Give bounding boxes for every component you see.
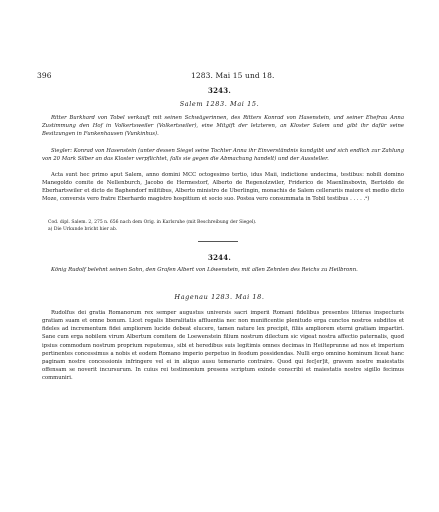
running-header — [37, 71, 403, 81]
dateline-3244: Hagenau 1283. Mai 18. — [174, 293, 265, 301]
regest-summary-3243: Ritter Burkhard von Tobel verkauft mit seinen Schwägerinnen, des Ritters Konrad von Hasenstein, und seiner Ehefrau Anna Zustimmung den Hof in Volkertsweiler (Volkertswiler), eine Mitgift der letzteren, an Kloster Salem und gibt ihr dafür seine Besitzungen in Funkenhausen (Vunkinhus). — [42, 115, 404, 138]
regest-summary-3244: König Rudolf belehnt seinen Sohn, den Grafen Albert von Löwenstein, mit allen Zehnten des Reichs zu Heilbronn. — [51, 267, 358, 273]
footnote-a-3243: a) Die Urkunde bricht hier ab. — [48, 227, 118, 232]
document-number-3243: 3243. — [208, 86, 231, 95]
charter-text-3243: Acta sunt hec primo aput Salem, anno domini MCC octogesimo tertio, idus Maii, indictione undecima, testibus: nobili domino Manegoldo comite de Nellenburch, Jacobo de Hermestorf, Alberto de Regenolzwiler, Friderico de Maenlinsbovin, Bertoldo de Eberhartswiler et dicto de Baphendorf militibus, Alberto ministro de Uberlingin, monachis de Salem cellerariis maiore et medio dicto Moze, conversis vero fratre Eberhardo magistro hospitium et socio suo. Postea vero consummata in Tobil testibus . . . . .ᵃ) — [42, 172, 404, 203]
source-footnote-3243: Cod. dipl. Salem. 2, 275 n. 656 nach dem Orig. in Karlsruhe (mit Beschreibung der Siegel). — [48, 220, 257, 225]
document-number-3244: 3244. — [208, 253, 231, 262]
section-divider — [198, 241, 238, 242]
page-number: 396 — [37, 71, 52, 80]
header-title: 1283. Mai 15 und 18. — [191, 71, 275, 80]
dateline-3243: Salem 1283. Mai 15. — [179, 100, 260, 108]
charter-text-3244: Rudolfus dei gratia Romanorum rex semper augustus universis sacri imperii Romani fidelibus presentes litteras inspecturis gratiam suam et omne bonum. Licet regalis liberalitatis affluentia nec non munificentie plenitudo erga cunctos nostros subditos et fideles ad incrementum fidei ampliorem lucide debeat elucere, tamen nature lex precipit, filiis ampliorem eterni gratiam impartiri. Sane cum erga nobilem virum Albertum comitem de Loewenstein filium nostrum dilectum sic vigeat nostra affectio paternalis, quod ipsius commodum nostrum proprium reputemus, sibi et heredibus suis legitimis omnes decimas in Heilteprunne ad nos et imperium pertinentes concessimus a nobis et eodem Romano imperio perpetuo in feodum possidendas. Nulli ergo omnino hominum liceat hanc paginam nostre concessionis infringere vel ei in aliquo ausu temerario contraire. Quod qui fec[er]it, gravem nostre maiestatis offensam se noverit incursurum. In cuius rei testimonium presens scriptum exinde conscribi et maiestatis nostre sigillo fecimus communiri. — [42, 310, 404, 382]
seal-note-3243: Siegler: Konrad von Hasenstein (unter dessen Siegel seine Tochter Anna ihr Einverständnis kundgibt und sich endlich zur Zahlung von 20 Mark Silber an das Kloster verpflichtet, falls sie gegen die Abmachung handelt) und der Aussteller. — [42, 148, 404, 163]
